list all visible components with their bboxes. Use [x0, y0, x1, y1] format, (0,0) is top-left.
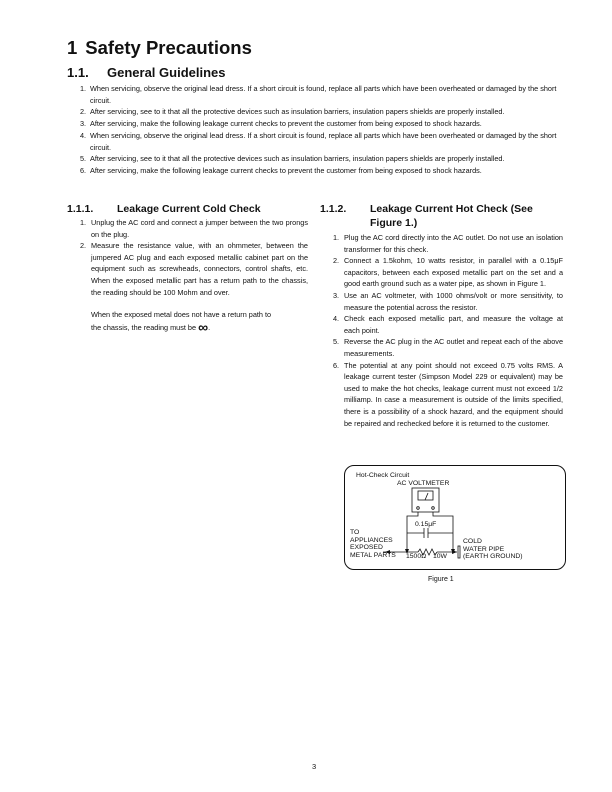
list-item: 6. After servicing, make the following leakage current checks to prevent the customer from being exposed to shock hazards.	[80, 165, 482, 175]
ground-bracket	[458, 546, 460, 558]
earth-ground-label: COLD WATER PIPE (EARTH GROUND)	[463, 538, 523, 561]
hot-check-circuit-figure	[344, 465, 566, 570]
list-item: 1. Plug the AC cord directly into the AC outlet. Do not use an isolation transformer for this check.	[333, 233, 563, 254]
list-item: 5. After servicing, see to it that all the protective devices such as insulation barriers, insulation papers shields are properly installed.	[80, 154, 505, 164]
list-item: 2. After servicing, see to it that all the protective devices such as insulation barriers, insulation papers shields are properly installed.	[80, 107, 505, 117]
list-item: 1. When servicing, observe the original lead dress. If a short circuit is found, replace all parts which have been overheated or damaged by the short circuit.	[80, 84, 557, 105]
section-number: 1	[67, 37, 78, 58]
list-item: 3. Use an AC voltmeter, with 1000 ohms/volt or more sensitivity, to measure the potential across the resistor.	[333, 290, 563, 312]
cold-check-list	[80, 217, 308, 298]
subsection-title-text: General Guidelines	[107, 65, 226, 80]
capacitor-label: 0.15μF	[415, 521, 437, 528]
list-item: 5. Reverse the AC plug in the AC outlet and repeat each of the above measurements.	[333, 337, 563, 358]
figure-caption: Figure 1	[428, 576, 454, 583]
wattage-label: 10W	[433, 553, 447, 560]
subsection-number: 1.1.	[67, 65, 89, 80]
cold-check-heading: 1.1.1. Leakage Current Cold Check	[67, 203, 261, 215]
voltmeter-label: AC VOLTMETER	[397, 480, 450, 487]
infinity-symbol: ∞	[198, 319, 209, 335]
list-item: 1. Unplug the AC cord and connect a jumper between the two prongs on the plug.	[80, 218, 308, 239]
section-title	[67, 37, 252, 59]
list-item: 2. Measure the resistance value, with an ohmmeter, between the jumpered AC plug and each exposed metallic cabinet part on the equipment such as screwheads, connectors, control shafts, etc. When the exposed metallic part has a return path to the chassis, the reading should be 100 Mohm and over.	[80, 241, 308, 297]
list-item: 4. When servicing, observe the original lead dress. If a short circuit is found, replace all parts which have been overheated or damaged by the short circuit.	[80, 130, 557, 152]
hot-check-heading: 1.1.2. Leakage Current Hot Check (See Figure 1.)	[320, 203, 533, 229]
guidelines-list	[80, 83, 564, 177]
hot-check-list	[333, 232, 563, 429]
cold-check-note: When the exposed metal does not have a return path to the chassis, the reading must be ∞.	[91, 310, 272, 335]
list-item: 3. After servicing, make the following leakage current checks to prevent the customer from being exposed to shock hazards.	[80, 119, 482, 129]
section-title-text: Safety Precautions	[85, 37, 252, 58]
list-item: 4. Check each exposed metallic part, and measure the voltage at each point.	[333, 314, 563, 335]
figure-title: Hot-Check Circuit	[356, 472, 410, 479]
list-item: 6. The potential at any point should not exceed 0.75 volts RMS. A leakage current tester (Simpson Model 229 or equivalent) may be used to make the hot checks, leakage current must not exceed 1/2 milliamp. In case a measurement is outside of the limits specified, there is a possibility of a shock hazard, and the equipment should be repaired and rechecked before it is returned to the customer.	[333, 360, 563, 428]
appliances-label: TO APPLIANCES EXPOSED METAL PARTS	[350, 529, 396, 559]
subsection-title	[67, 65, 226, 80]
page-number: 3	[312, 762, 317, 771]
resistor-label: 1500Ω	[406, 553, 427, 560]
list-item: 2. Connect a 1.5kohm, 10 watts resistor, in parallel with a 0.15μF capacitors, between each exposed metallic part on the set and a good earth ground such as a water pipe, as shown in Figure 1.	[333, 256, 563, 289]
